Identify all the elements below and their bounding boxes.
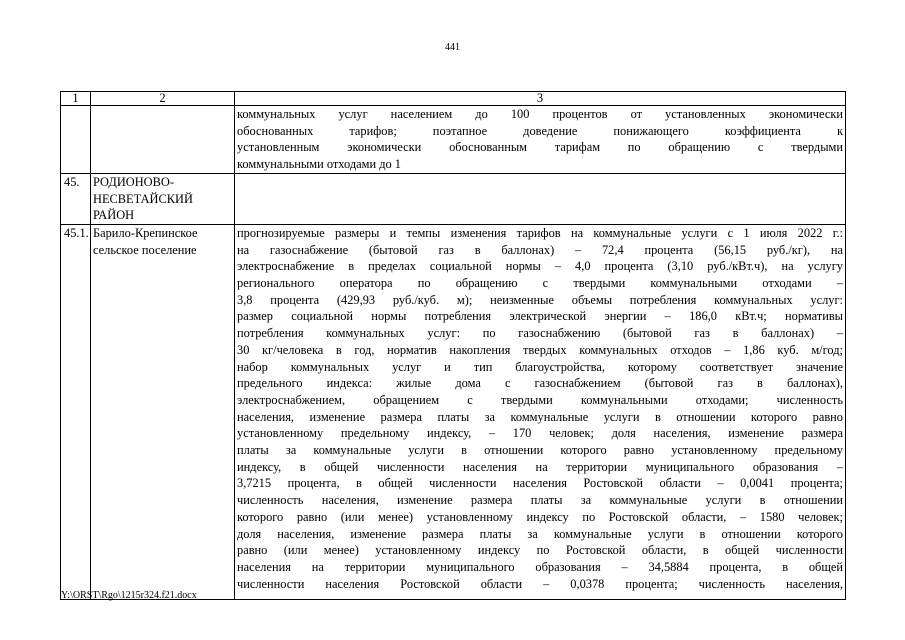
text-line: индексу, в общей численности населения на территории муниципального образования – (237, 459, 843, 474)
text-line: коммунальными отходами до 1 (237, 157, 401, 172)
text-line: электроснабжение в пределах социальной нормы – 4,0 процента (3,10 руб./кВт.ч), на услугу (237, 259, 843, 274)
section-name (91, 173, 235, 224)
text-line: установленному предельному индексу, – 170 человек; доля населения, изменение размера (237, 426, 843, 441)
text-line: 3,8 процента (429,93 руб./куб. м); неизменные объемы потребления коммунальных услуг: (237, 292, 843, 307)
continuation-name (91, 106, 235, 174)
text-line: набор коммунальных услуг и тип благоустройства, которому соответствует значение (237, 359, 843, 374)
section-num: 45. (61, 173, 91, 224)
text-line: 30 кг/человека в год, норматив накопления твердых коммунальных отходов – 1,86 куб. м/год; (237, 342, 843, 357)
continuation-text (235, 106, 846, 174)
section-name-line: НЕСВЕТАЙСКИЙ (93, 191, 193, 206)
header-col-1: 1 (61, 92, 91, 106)
section-text (235, 173, 846, 224)
text-line: которого равно (или менее) установленному индексу по Ростовской области, – 1580 человек; (237, 509, 843, 524)
section-row (61, 173, 846, 224)
text-line: 3,7215 процента, в общей численности населения Ростовской области – 0,0041 процента; (237, 476, 843, 491)
text-line: электроснабжением, обращением с твердыми коммунальными отходами; численность (237, 392, 843, 407)
text-line: коммунальных услуг населением до 100 процентов от установленных экономически (237, 107, 843, 121)
row-num: 45.1. (61, 224, 91, 599)
header-col-2: 2 (91, 92, 235, 106)
text-line: обоснованных тарифов; поэтапное доведение понижающего коэффициента к (237, 123, 843, 138)
header-col-3: 3 (235, 92, 846, 106)
text-line: размер социальной нормы потребления электрической энергии – 186,0 кВт.ч; нормативы (237, 309, 843, 324)
text-line: населения на территории муниципального образования – 34,5884 процента, в общей (237, 559, 843, 574)
text-line: доля населения, изменение размера платы за коммунальные услуги в отношении которого (237, 526, 843, 541)
continuation-row (61, 106, 846, 174)
text-line: установленным экономически обоснованным тарифам по обращению с твердыми (237, 140, 843, 155)
row-name-line: сельское поселение (93, 242, 197, 257)
row-text (235, 224, 846, 599)
table-header-row (61, 92, 846, 106)
row-name (91, 224, 235, 599)
text-line: платы за коммунальные услуги в отношении которого равно установленному предельному (237, 443, 843, 458)
text-line: на газоснабжение (бытовой газ в баллонах) – 72,4 процента (56,15 руб./кг), на (237, 242, 843, 257)
row-name-line: Барило-Крепинское (93, 225, 198, 240)
settlement-row (61, 224, 846, 599)
row-text-lines (237, 225, 843, 599)
continuation-num (61, 106, 91, 174)
section-name-line: РОДИОНОВО- (93, 174, 174, 189)
text-line: предельного индекса: жилые дома с газоснабжением (бытовой газ в баллонах), (237, 376, 843, 391)
text-line: потребления коммунальных услуг: по газоснабжению (бытовой газ в баллонах) – (237, 326, 843, 341)
text-line: населения, изменение размера платы за коммунальные услуги в отношении которого равно (237, 409, 843, 424)
tariff-table (60, 91, 846, 600)
text-line: численность населения, изменение размера платы за коммунальные услуги в отношении (237, 493, 843, 508)
text-line: регионального оператора по обращению с твердыми коммунальными отходами – (237, 276, 843, 291)
page-number: 441 (445, 42, 460, 53)
file-path-footer: Y:\ORST\Rgo\1215r324.f21.docx (61, 590, 197, 601)
text-line: численности населения Ростовской области – 0,0378 процента; численность населения, (237, 576, 843, 591)
text-line: прогнозируемые размеры и темпы изменения тарифов на коммунальные услуги с 1 июля 2022 г.: (237, 225, 843, 240)
text-line: равно (или менее) установленному индексу по Ростовской области, в общей численности (237, 543, 843, 558)
section-name-line: РАЙОН (93, 208, 135, 223)
